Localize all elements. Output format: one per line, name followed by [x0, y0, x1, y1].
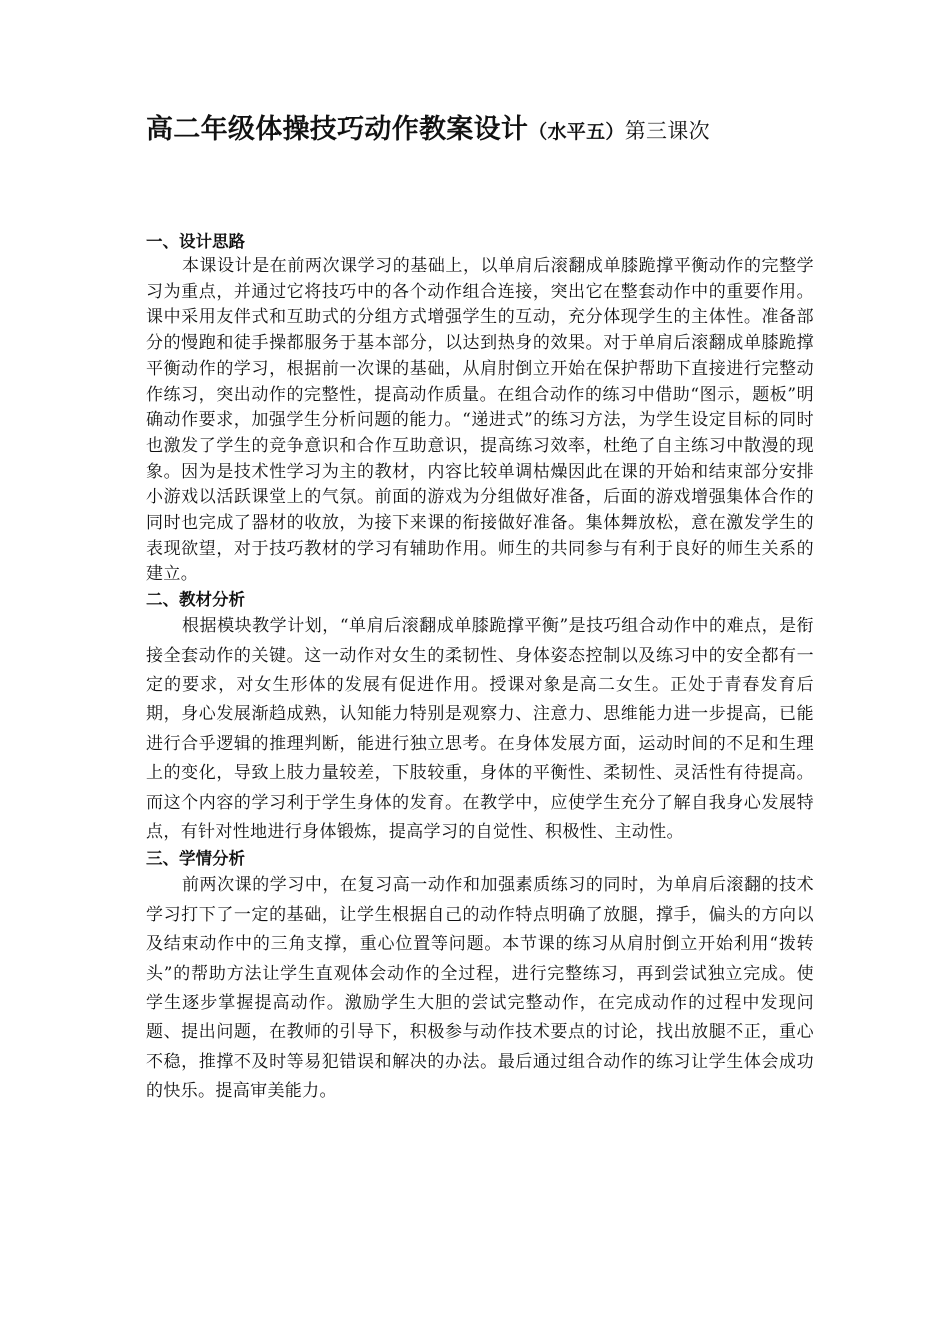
title-level: （水平五） — [528, 121, 625, 143]
title-lesson: 第三课次 — [624, 119, 710, 143]
section-student-analysis — [146, 847, 814, 1106]
document-title — [146, 110, 846, 152]
section-heading: 二、教材分析 — [146, 590, 245, 610]
section-paragraph: 根据模块教学计划，“单肩后滚翻成单膝跪撑平衡”是技巧组合动作中的难点，是衔接全套动作的关键。这一动作对女生的柔韧性、身体姿态控制以及练习中的安全都有一定的要求，对女生形体的发展有促进作用。授课对象是高二女生。正处于青春发育后期，身心发展渐趋成熟，认知能力特别是观察力、注意力、思维能力进一步提高，已能进行合乎逻辑的推理判断，能进行独立思考。在身体发展方面，运动时间的不足和生理上的变化，导致上肢力量较差，下肢较重，身体的平衡性、柔韧性、灵活性有待提高。而这个内容的学习利于学生身体的发育。在教学中，应使学生充分了解自我身心发展特点，有针对性地进行身体锻炼，提高学习的自觉性、积极性、主动性。 — [146, 616, 814, 842]
document-body — [146, 230, 814, 1107]
section-paragraph: 本课设计是在前两次课学习的基础上，以单肩后滚翻成单膝跪撑平衡动作的完整学习为重点，并通过它将技巧中的各个动作组合连接，突出它在整套动作中的重要作用。课中采用友伴式和互助式的分组方式增强学生的互动，充分体现学生的主体性。准备部分的慢跑和徒手操都服务于基本部分，以达到热身的效果。对于单肩后滚翻成单膝跪撑平衡动作的学习，根据前一次课的基础，从肩肘倒立开始在保护帮助下直接进行完整动作练习，突出动作的完整性，提高动作质量。在组合动作的练习中借助“图示，题板”明确动作要求，加强学生分析问题的能力。“递进式”的练习方法，为学生设定目标的同时也激发了学生的竞争意识和合作互助意识，提高练习效率，杜绝了自主练习中散漫的现象。因为是技术性学习为主的教材，内容比较单调枯燥因此在课的开始和结束部分安排小游戏以活跃课堂上的气氛。前面的游戏为分组做好准备，后面的游戏增强集体合作的同时也完成了器材的收放，为接下来课的衔接做好准备。集体舞放松，意在激发学生的表现欲望，对于技巧教材的学习有辅助作用。师生的共同参与有利于良好的师生关系的建立。 — [146, 256, 814, 585]
section-material-analysis — [146, 588, 814, 847]
section-heading: 一、设计思路 — [146, 232, 245, 251]
title-main: 高二年级体操技巧动作教案设计 — [146, 114, 529, 145]
section-heading: 三、学情分析 — [146, 849, 245, 869]
section-paragraph: 前两次课的学习中，在复习高一动作和加强素质练习的同时，为单肩后滚翻的技术学习打下了一定的基础，让学生根据自己的动作特点明确了放腿，撑手，偏头的方向以及结束动作中的三角支撑，重心位置等问题。本节课的练习从肩肘倒立开始利用“拨转头”的帮助方法让学生直观体会动作的全过程，进行完整练习，再到尝试独立完成。使学生逐步掌握提高动作。激励学生大胆的尝试完整动作，在完成动作的过程中发现问题、提出问题，在教师的引导下，积极参与动作技术要点的讨论，找出放腿不正，重心不稳，推撑不及时等易犯错误和解决的办法。最后通过组合动作的练习让学生体会成功的快乐。提高审美能力。 — [146, 875, 814, 1102]
section-design-ideas — [146, 230, 814, 588]
